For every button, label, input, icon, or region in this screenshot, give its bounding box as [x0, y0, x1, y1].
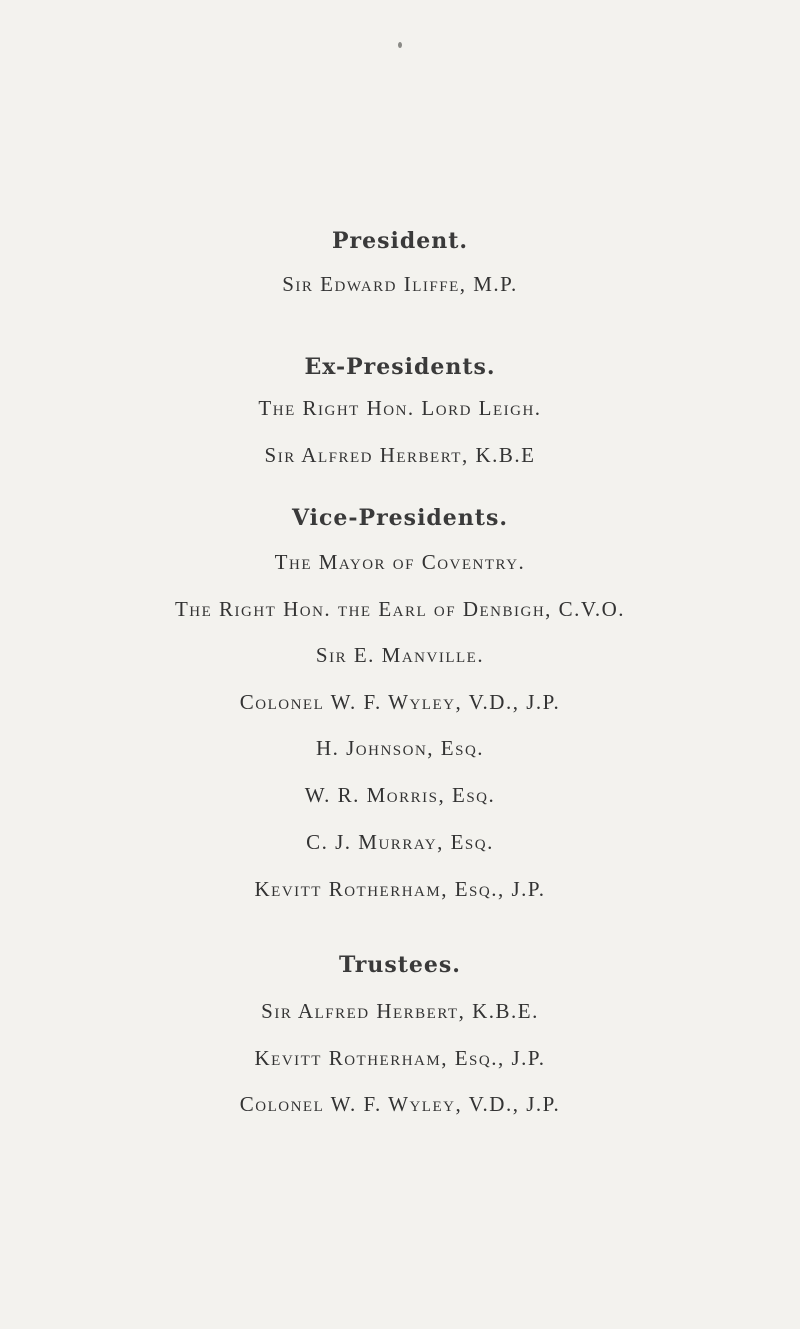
- vice-president-name: The Right Hon. the Earl of Denbigh, C.V.O.: [174, 597, 626, 621]
- trustee-name: Colonel W. F. Wyley, V.D., J.P.: [239, 1092, 561, 1116]
- ex-presidents-heading: Ex-Presidents.: [304, 354, 496, 380]
- vice-president-name: Kevitt Rotherham, Esq., J.P.: [254, 877, 546, 901]
- vice-president-name: H. Johnson, Esq.: [315, 736, 485, 760]
- ex-president-name: Sir Alfred Herbert, K.B.E: [264, 443, 536, 467]
- trustee-name: Sir Alfred Herbert, K.B.E.: [261, 999, 539, 1023]
- trustees-heading: Trustees.: [339, 952, 461, 978]
- page-mark: [398, 42, 402, 48]
- vice-president-name: C. J. Murray, Esq.: [306, 830, 494, 854]
- president-name: Sir Edward Iliffe, M.P.: [282, 272, 518, 296]
- vice-president-name: W. R. Morris, Esq.: [304, 783, 496, 807]
- vice-presidents-heading: Vice-Presidents.: [291, 505, 509, 531]
- trustee-name: Kevitt Rotherham, Esq., J.P.: [254, 1046, 546, 1070]
- vice-president-name: Colonel W. F. Wyley, V.D., J.P.: [239, 690, 561, 714]
- vice-president-name: The Mayor of Coventry.: [274, 550, 526, 574]
- ex-president-name: The Right Hon. Lord Leigh.: [258, 396, 542, 420]
- president-heading: President.: [331, 228, 469, 254]
- vice-president-name: Sir E. Manville.: [315, 643, 485, 667]
